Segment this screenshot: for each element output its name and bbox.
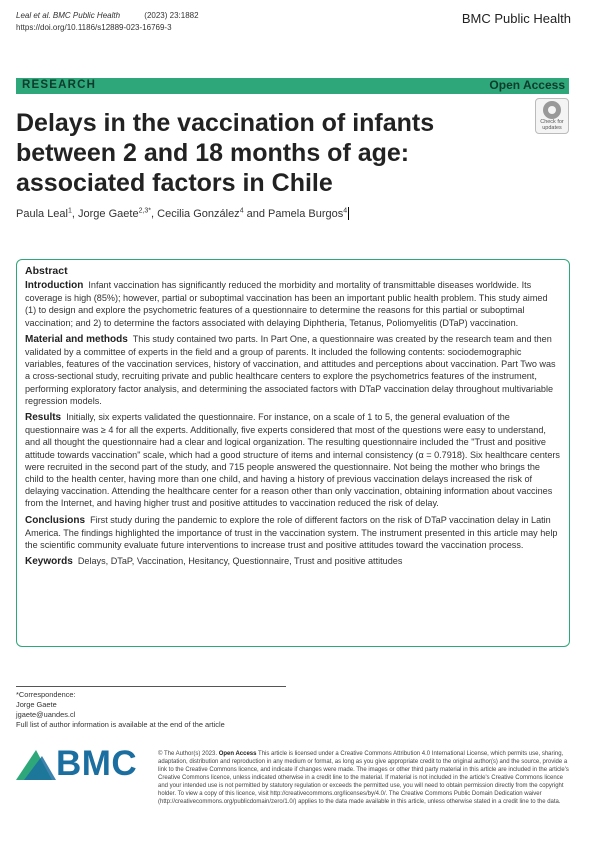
year-volume: (2023) 23:1882 — [144, 11, 199, 20]
section-label: Material and methods — [25, 333, 128, 345]
abstract-heading: Abstract — [25, 265, 68, 277]
license-statement — [158, 750, 570, 806]
publisher-name: BMC Public Health — [461, 11, 571, 26]
section-label: Keywords — [25, 556, 73, 568]
correspondence-footnote — [16, 690, 225, 730]
section-text: Delays, DTaP, Vaccination, Hesitancy, Questionnaire, Trust and positive attitudes — [77, 556, 403, 567]
copyright-lead: © The Author(s) 2023. — [158, 751, 218, 757]
abstract-introduction — [25, 279, 561, 329]
abstract-keywords — [25, 555, 561, 568]
affiliation-sup[interactable]: 1 — [68, 207, 72, 215]
journal-citation: Leal et al. BMC Public Health — [16, 11, 121, 20]
correspondent-email[interactable]: jgaete@uandes.cl — [16, 710, 76, 719]
section-text: This study contained two parts. In Part One, a questionnaire was created by the research team and then validated by a committee of experts in the field and a group of parents. It included the following contents: sociodemographic variables, features of the vaccination services, history of vaccination, and attitudes and perceptions about vaccination. Part Two was a cross-sectional study, recruiting private and public healthcare centers to explore the psychometrics features of the instrument, performing exploratory factor analysis, and determining the associated factors with DTaP vaccination delay throughout multivariable regression models. — [25, 333, 556, 406]
bmc-logo-text: BMC — [56, 744, 138, 783]
open-access-bold: Open Access — [218, 751, 257, 757]
affiliation-sup[interactable]: 4 — [343, 207, 348, 215]
check-for-updates-button[interactable] — [535, 98, 569, 134]
section-label: Conclusions — [25, 514, 86, 526]
abstract-box — [16, 259, 570, 647]
abstract-methods — [25, 333, 561, 407]
correspondent-name: Jorge Gaete — [16, 700, 57, 709]
doi-link[interactable]: https://doi.org/10.1186/s12889-023-16769-3 — [16, 23, 172, 32]
affiliation-sup[interactable]: 4 — [239, 207, 244, 215]
author-name[interactable]: and Pamela Burgos — [243, 208, 344, 220]
footnote-divider — [16, 686, 286, 687]
author-info-note: Full list of author information is available at the end of the article — [16, 720, 225, 729]
abstract-results — [25, 411, 561, 510]
section-label: Results — [25, 412, 62, 424]
article-title: Delays in the vaccination of infants between 2 and 18 months of age: associated factors in Chile — [16, 109, 435, 197]
check-updates-icon — [543, 101, 561, 119]
check-updates-line1: Check for — [540, 119, 564, 125]
section-text: Infant vaccination has significantly reduced the morbidity and mortality of transmittable diseases worldwide. Its coverage is high (85%); however, partial or suboptimal vaccination has been an important public health problem. This study aimed (1) to design and explore the psychometric features of a questionnaire to determine the reasons for this partial or suboptimal vaccination; and 2) to determine the factors associated with delaying Diphtheria, Tetanus, Poliomyelitis (DTaP) vaccination. — [25, 280, 548, 328]
affiliation-sup[interactable]: 2,3* — [138, 207, 152, 215]
article-type-band — [16, 78, 569, 94]
author-name[interactable]: , Cecilia González — [151, 208, 240, 220]
abstract-conclusions — [25, 514, 561, 552]
text-cursor — [348, 207, 349, 220]
section-text: Initially, six experts validated the questionnaire. For instance, on a scale of 1 to 5, the general evaluation of the questionnaire was ≥ 4 for all the experts. Additionally, five experts considered that most of the questions were easy to understand, and all thought the questionnaire had a clear and logical organization. The resulting questionnaire included the "Trust and positive attitude towards vaccination" scale, which had a good structure of items and internal consistency (α = 0.7918). Six healthcare centers were recruited in the second part of the study, and 715 people answered the questionnaire. Not being the mother who brings the child to the health center, having more than one child, and having a history of previous vaccination delays increased the risk of delaying vaccination. Attending the healthcare center for a reason other than only vaccination, obtaining information about vaccines from the Internet, and having higher trust and positive attitudes to vaccination reduced the risk of delay. — [25, 412, 560, 509]
article-type-label: RESEARCH — [22, 79, 97, 91]
author-name[interactable]: , Jorge Gaete — [71, 208, 139, 220]
open-access-label: Open Access — [489, 78, 565, 92]
section-label: Introduction — [25, 280, 84, 291]
section-text: First study during the pandemic to explore the role of different factors on the risk of DTaP vaccination delay in Latin America. The findings highlighted the importance of trust in the vaccination system. The instrument presented in this article may help the scientific community evaluate future interventions to increase trust and positive attitudes toward the vaccination process. — [25, 514, 558, 551]
running-header — [16, 10, 199, 34]
license-text: This article is licensed under a Creative Commons Attribution 4.0 International License, which permits use, sharing, adaptation, distribution and reproduction in any medium or format, as long as you give appropriate credit to the original author(s) and the source, provide a link to the Creative Commons licence, and indicate if changes were made. The images or other third party material in this article are included in the article's Creative Commons licence, unless indicated otherwise in a credit line to the material. If material is not included in the article's Creative Commons licence and your intended use is not permitted by statutory regulation or exceeds the permitted use, you will need to obtain permission directly from the copyright holder. To view a copy of this licence, visit http://creativecommons.org/licenses/by/4.0/. The Creative Commons Public Domain Dedication waiver (http://creativecommons.org/publicdomain/zero/1.0/) applies to the data made available in this article, unless otherwise stated in a credit line to the data. — [158, 751, 569, 805]
footnote-label: *Correspondence: — [16, 690, 76, 699]
author-name[interactable]: Paula Leal — [16, 208, 68, 220]
author-list — [16, 207, 349, 220]
check-updates-line2: updates — [542, 125, 562, 131]
